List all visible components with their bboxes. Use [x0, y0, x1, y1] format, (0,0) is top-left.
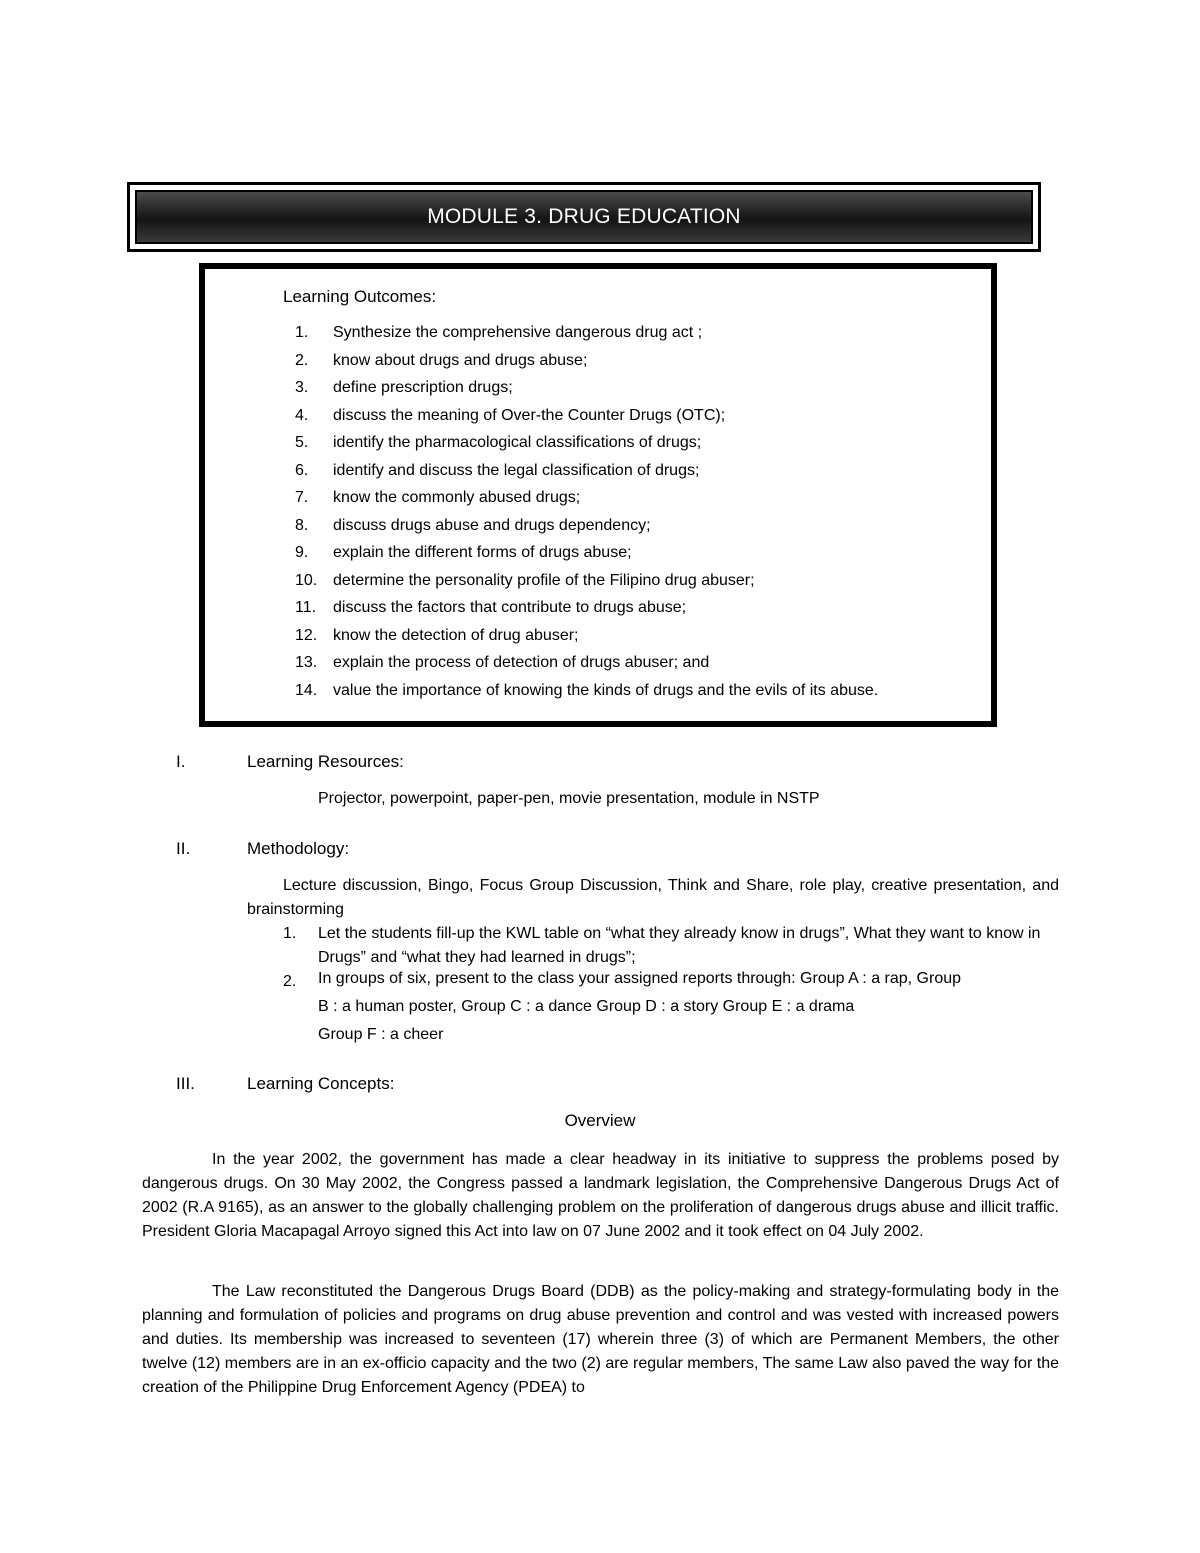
module-title-banner	[127, 182, 1041, 252]
methodology-item-number: 2.	[283, 973, 297, 990]
learning-outcome-item	[295, 622, 878, 650]
section-numeral: I.	[176, 752, 186, 771]
learning-outcome-number: 2.	[295, 351, 309, 369]
learning-outcome-item	[295, 512, 878, 540]
learning-outcome-number: 6.	[295, 461, 309, 479]
learning-outcome-number: 11.	[295, 599, 317, 616]
methodology-item-number: 1.	[283, 925, 297, 942]
learning-outcome-number: 5.	[295, 434, 309, 451]
learning-outcome-item	[295, 402, 878, 430]
learning-outcome-number: 8.	[295, 516, 309, 534]
learning-outcome-text: discuss drugs abuse and drugs dependency;	[333, 516, 651, 534]
learning-outcome-item	[295, 484, 878, 512]
learning-outcome-number: 3.	[295, 379, 309, 396]
learning-outcome-number: 12.	[295, 626, 318, 644]
learning-outcome-text: know about drugs and drugs abuse;	[333, 351, 588, 369]
groups-line-3: Group F : a cheer	[318, 1026, 444, 1043]
learning-outcome-item	[295, 374, 878, 402]
learning-outcome-text: discuss the factors that contribute to drugs abuse;	[333, 599, 687, 616]
learning-outcome-number: 14.	[295, 681, 318, 699]
learning-outcome-text: explain the process of detection of drugs abuser; and	[333, 654, 710, 671]
learning-outcome-item	[295, 677, 878, 705]
overview-heading: Overview	[564, 1111, 636, 1130]
learning-outcome-item	[295, 319, 878, 347]
learning-outcomes-list	[295, 319, 878, 704]
learning-outcome-text: know the commonly abused drugs;	[333, 489, 581, 506]
learning-outcome-text: Synthesize the comprehensive dangerous drug act ;	[333, 324, 703, 341]
learning-outcome-text: value the importance of knowing the kinds of drugs and the evils of its abuse.	[333, 681, 879, 699]
learning-outcomes-box	[199, 263, 997, 727]
learning-outcome-item	[295, 567, 878, 595]
section-title: Learning Concepts:	[247, 1074, 395, 1093]
learning-outcome-text: discuss the meaning of Over-the Counter Drugs (OTC);	[333, 406, 726, 424]
learning-outcome-item	[295, 347, 878, 375]
learning-outcome-text: know the detection of drug abuser;	[333, 626, 579, 644]
section-title: Methodology:	[247, 839, 350, 858]
learning-outcome-number: 13.	[295, 654, 318, 671]
module-title: MODULE 3. DRUG EDUCATION	[427, 205, 741, 228]
learning-outcome-number: 1.	[295, 324, 309, 341]
learning-outcome-item	[295, 594, 878, 622]
overview-paragraph-2: The Law reconstituted the Dangerous Drugs Board (DDB) as the policy-making and strategy-formulating body in the planning and formulation of policies and programs on drug abuse prevention and control and was vested with increased powers and duties. Its membership was increased to seventeen (17) wherein three (3) of which are Permanent Members, the other twelve (12) members are in an ex-officio capacity and the two (2) are regular members, The same Law also paved the way for the creation of the Philippine Drug Enforcement Agency (PDEA) to	[142, 1283, 1059, 1396]
section-title: Learning Resources:	[247, 752, 404, 771]
groups-line-2: B : a human poster, Group C : a dance Group D : a story Group E : a drama	[318, 998, 855, 1015]
section-numeral: II.	[176, 839, 191, 858]
learning-outcomes-heading: Learning Outcomes:	[283, 287, 437, 306]
module-title-inner	[135, 190, 1033, 244]
methodology-item-text: Let the students fill-up the KWL table on “what they already know in drugs”, What they want to know in Drugs” and “what they had learned in drugs”;	[318, 925, 1041, 966]
learning-outcome-item	[295, 429, 878, 457]
learning-outcome-item	[295, 539, 878, 567]
overview-paragraph-1: In the year 2002, the government has made a clear headway in its initiative to suppress the problems posed by dangerous drugs. On 30 May 2002, the Congress passed a landmark legislation, the Comprehensive Dangerous Drugs Act of 2002 (R.A 9165), as an answer to the globally challenging problem on the proliferation of dangerous drugs abuse and illicit traffic. President Gloria Macapagal Arroyo signed this Act into law on 07 June 2002 and it took effect on 04 July 2002.	[142, 1151, 1059, 1240]
learning-outcome-text: define prescription drugs;	[333, 379, 513, 396]
learning-resources-text: Projector, powerpoint, paper-pen, movie presentation, module in NSTP	[318, 790, 820, 807]
learning-outcome-number: 9.	[295, 544, 309, 561]
methodology-paragraph: Lecture discussion, Bingo, Focus Group Discussion, Think and Share, role play, creative presentation, and brainstorming	[247, 877, 1059, 918]
groups-line-1: In groups of six, present to the class your assigned reports through: Group A : a rap, Group	[318, 970, 962, 987]
learning-outcome-number: 4.	[295, 406, 309, 424]
learning-outcome-text: determine the personality profile of the Filipino drug abuser;	[333, 571, 755, 589]
learning-outcome-item	[295, 649, 878, 677]
section-numeral: III.	[176, 1074, 195, 1093]
learning-outcome-item	[295, 457, 878, 485]
learning-outcome-text: identify the pharmacological classifications of drugs;	[333, 434, 702, 451]
learning-outcome-number: 7.	[295, 489, 309, 506]
learning-outcome-number: 10.	[295, 571, 318, 589]
methodology-item-1	[283, 922, 1059, 970]
learning-outcome-text: explain the different forms of drugs abuse;	[333, 544, 632, 561]
learning-outcome-text: identify and discuss the legal classification of drugs;	[333, 461, 700, 479]
